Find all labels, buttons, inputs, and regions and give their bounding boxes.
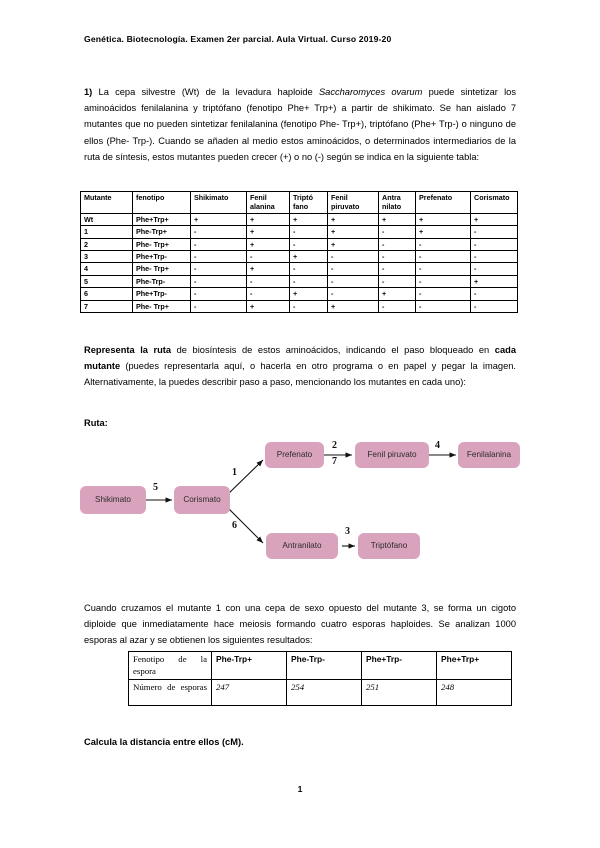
cell-phenotype: Phe- Trp+: [133, 238, 191, 250]
table-row: [129, 680, 512, 706]
cell-value: -: [328, 251, 379, 263]
col-header-phenotype-3: Phe+Trp-: [362, 652, 437, 680]
arrow-corismato-prefenato: [226, 460, 263, 496]
represent-pathway-paragraph: [84, 342, 516, 391]
cell-value: -: [416, 251, 471, 263]
cell-phenotype: Phe-Trp+: [133, 226, 191, 238]
table-row: [81, 288, 518, 300]
row-header-fenotipo-espora: Fenotipo de la espora: [129, 652, 212, 680]
cell-value: -: [471, 226, 518, 238]
cell-value: -: [471, 238, 518, 250]
cross-description-paragraph: [84, 600, 516, 649]
node-corismato: [174, 486, 230, 514]
cell-mutant: 5: [81, 275, 133, 287]
cell-value: +: [191, 213, 247, 225]
cell-value: -: [471, 300, 518, 312]
col-header-phenotype-2: Phe-Trp-: [287, 652, 362, 680]
cell-value: +: [247, 213, 290, 225]
cell-count-2: 254: [287, 680, 362, 706]
edge-label-antranilato-triptofano: 3: [345, 526, 350, 537]
biosynthesis-pathway-diagram: [80, 438, 520, 580]
cell-value: -: [191, 226, 247, 238]
cell-value: +: [471, 275, 518, 287]
node-label-triptofano: Triptófano: [370, 541, 408, 550]
node-label-fenilalanina: Fenilalanina: [466, 450, 512, 459]
table-row: [81, 226, 518, 238]
cell-value: +: [379, 213, 416, 225]
cell-value: +: [290, 251, 328, 263]
cell-value: -: [379, 226, 416, 238]
cell-value: -: [191, 238, 247, 250]
mutant-growth-table: [80, 191, 518, 313]
cell-phenotype: Phe+Trp+: [133, 213, 191, 225]
row-header-numero-esporas: Número de esporas: [129, 680, 212, 706]
cell-value: -: [247, 251, 290, 263]
cell-value: -: [328, 263, 379, 275]
cell-value: +: [328, 300, 379, 312]
col-header-fenotipo: fenotipo: [133, 192, 191, 214]
ruta-label: Ruta:: [84, 418, 108, 428]
cell-value: +: [416, 213, 471, 225]
cell-value: +: [247, 300, 290, 312]
cell-value: +: [471, 213, 518, 225]
cell-value: -: [379, 263, 416, 275]
species-name: Saccharomyces ovarum: [318, 87, 423, 97]
question-1-paragraph: [84, 84, 516, 165]
cell-value: -: [247, 275, 290, 287]
cell-value: +: [416, 226, 471, 238]
cell-value: -: [191, 300, 247, 312]
cell-value: -: [247, 288, 290, 300]
cell-phenotype: Phe+Trp-: [133, 288, 191, 300]
table-row: [81, 300, 518, 312]
col-header-fenilalanina: Fenil alanina: [247, 192, 290, 214]
node-fenilpiruvato: [355, 442, 429, 468]
calcula-bold: Calcula la distancia: [84, 737, 171, 747]
table-row: [81, 251, 518, 263]
cell-value: -: [471, 288, 518, 300]
cross-text: Cuando cruzamos el mutante 1 con una cepa de sexo opuesto del mutante 3, se forma un cigoto diploide que inmediatamente hace meiosis formando cuatro esporas haploides. Se analizan 1000 esporas al azar y se obtienen los siguientes resultados:: [84, 603, 516, 646]
cell-value: -: [191, 251, 247, 263]
cell-value: +: [290, 213, 328, 225]
page-number: 1: [297, 784, 303, 794]
edge-label-shikimato-corismato: 5: [153, 482, 158, 493]
cell-phenotype: Phe- Trp+: [133, 300, 191, 312]
cell-value: -: [191, 288, 247, 300]
table-row: [81, 263, 518, 275]
represent-bold-2: cada mutante: [84, 345, 516, 372]
cell-value: -: [290, 226, 328, 238]
node-prefenato: [265, 442, 324, 468]
table-header-row: [81, 192, 518, 214]
node-label-prefenato: Prefenato: [276, 450, 313, 459]
node-fenilalanina: [458, 442, 520, 468]
cell-value: -: [191, 275, 247, 287]
cell-value: +: [247, 263, 290, 275]
calcula-distancia-paragraph: [84, 734, 516, 750]
cell-mutant: 6: [81, 288, 133, 300]
cell-count-4: 248: [437, 680, 512, 706]
cell-mutant: Wt: [81, 213, 133, 225]
node-label-shikimato: Shikimato: [95, 495, 131, 504]
cell-value: -: [379, 238, 416, 250]
cell-value: -: [416, 263, 471, 275]
col-header-corismato: Corismato: [471, 192, 518, 214]
intro-text-part1: La cepa silvestre (Wt) de la levadura haploide: [92, 87, 319, 97]
cell-value: -: [290, 275, 328, 287]
table-row: [129, 652, 512, 680]
cell-mutant: 7: [81, 300, 133, 312]
cell-value: -: [471, 263, 518, 275]
col-header-fenilpiruvato: Fenil piruvato: [328, 192, 379, 214]
cell-value: +: [379, 288, 416, 300]
cell-value: -: [290, 238, 328, 250]
cell-value: +: [247, 238, 290, 250]
node-label-corismato: Corismato: [183, 495, 221, 504]
node-shikimato: [80, 486, 146, 514]
cell-value: +: [328, 213, 379, 225]
cell-value: -: [416, 288, 471, 300]
cell-value: +: [247, 226, 290, 238]
col-header-phenotype-1: Phe-Trp+: [212, 652, 287, 680]
cell-value: -: [290, 263, 328, 275]
cell-mutant: 4: [81, 263, 133, 275]
cell-value: +: [290, 288, 328, 300]
cell-value: -: [416, 238, 471, 250]
col-header-prefenato: Prefenato: [416, 192, 471, 214]
represent-bold-1: Representa la ruta: [84, 345, 172, 355]
cell-value: +: [328, 238, 379, 250]
cell-value: -: [416, 300, 471, 312]
node-triptofano: [358, 533, 420, 559]
edge-label-prefenato-fenilpiruvato-top: 2: [332, 440, 337, 451]
intro-text-part2: puede sintetizar los aminoácidos fenilalanina y triptófano (fenotipo Phe+ Trp+) a partir de shikimato. Se han aislado 7 mutantes que no pueden sintetizar fenilalanina (fenotipo Phe- Trp+), triptófano (Phe+ Trp-) o ninguno de ellos (Phe- Trp-). Cuando se añaden al medio estos aminoácidos, o determinados intermediarios de la ruta de síntesis, estos mutantes pueden crecer (+) o no (-) según se indica en la siguiente tabla:: [84, 87, 516, 162]
cell-mutant: 2: [81, 238, 133, 250]
document-header: Genética. Biotecnología. Examen 2er parcial. Aula Virtual. Curso 2019-20: [84, 34, 392, 44]
cell-value: -: [191, 263, 247, 275]
cell-mutant: 1: [81, 226, 133, 238]
cell-value: -: [471, 251, 518, 263]
table-row: [81, 213, 518, 225]
cell-phenotype: Phe- Trp+: [133, 263, 191, 275]
col-header-antranilato: Antra nilato: [379, 192, 416, 214]
table-row: [81, 238, 518, 250]
represent-mid-1: de biosíntesis de estos aminoácidos, indicando el paso bloqueado en: [171, 345, 495, 355]
edge-label-prefenato-fenilpiruvato-bottom: 7: [332, 456, 337, 467]
node-antranilato: [266, 533, 338, 559]
cell-value: -: [416, 275, 471, 287]
col-header-triptofano: Triptó fano: [290, 192, 328, 214]
cell-phenotype: Phe-Trp-: [133, 275, 191, 287]
cell-value: -: [328, 288, 379, 300]
cell-value: -: [379, 275, 416, 287]
cell-phenotype: Phe+Trp-: [133, 251, 191, 263]
question-number: 1): [84, 87, 93, 97]
edge-label-corismato-antranilato: 6: [232, 520, 237, 531]
cell-value: -: [290, 300, 328, 312]
cell-value: -: [328, 275, 379, 287]
col-header-mutante: Mutante: [81, 192, 133, 214]
represent-mid-2: (puedes representarla aquí, o hacerla en otro programa o en papel y pegar la imagen. Alternativamente, la puedes describir paso a paso, mencionando los mutantes en cada uno):: [84, 361, 516, 388]
cell-count-3: 251: [362, 680, 437, 706]
col-header-shikimato: Shikimato: [191, 192, 247, 214]
calcula-rest: entre ellos (cM).: [170, 737, 244, 747]
cell-value: -: [379, 251, 416, 263]
cell-count-1: 247: [212, 680, 287, 706]
table-row: [81, 275, 518, 287]
node-label-fenilpiruvato: Fenil piruvato: [367, 450, 417, 459]
col-header-phenotype-4: Phe+Trp+: [437, 652, 512, 680]
spore-results-table: [128, 651, 512, 706]
cell-mutant: 3: [81, 251, 133, 263]
edge-label-fenilpiruvato-fenilalanina: 4: [435, 440, 440, 451]
cell-value: +: [328, 226, 379, 238]
edge-label-corismato-prefenato: 1: [232, 467, 237, 478]
cell-value: -: [379, 300, 416, 312]
node-label-antranilato: Antranilato: [282, 541, 322, 550]
